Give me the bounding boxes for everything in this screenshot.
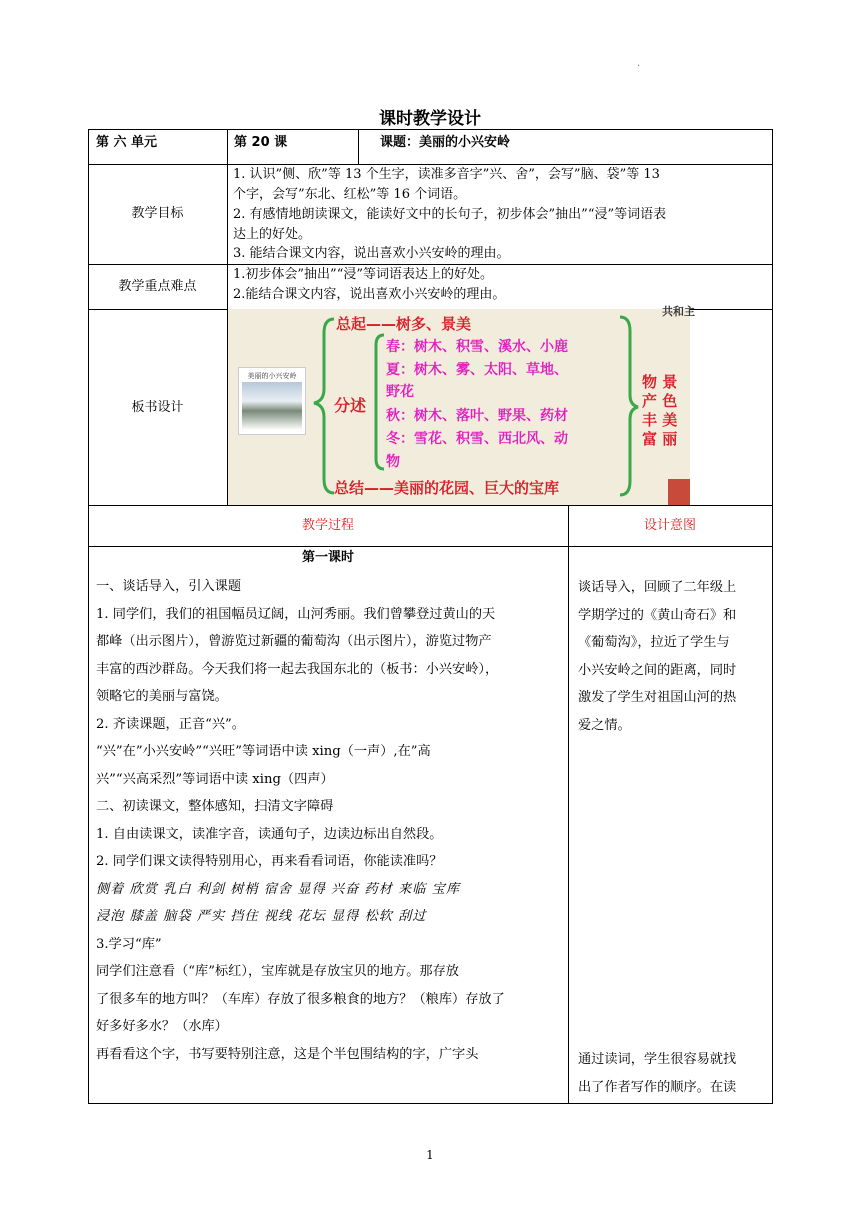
process-line: 再看看这个字，书写要特别注意，这是个半包围结构的字，广字头 (96, 1046, 479, 1062)
intent-block-1 (578, 574, 736, 739)
document-title: 课时教学设计 (379, 109, 481, 129)
key-points-label: 教学重点难点 (118, 279, 197, 294)
process-line: 了很多车的地方叫？（车库）存放了很多粮食的地方？（粮库）存放了 (96, 991, 505, 1007)
vocab-line: 浸泡 膝盖 脑袋 严实 挡住 视线 花坛 显得 松软 刮过 (96, 909, 427, 924)
board-side-3: 丰 美 (642, 411, 678, 429)
intent-line: 《葡萄沟》，拉近了学生与 (578, 635, 730, 650)
board-intro: 总起——树多、景美 (336, 315, 472, 333)
process-line: 1. 同学们，我们的祖国幅员辽阔，山河秀丽。我们曾攀登过黄山的天 (96, 606, 496, 622)
goal-line: 2. 有感情地朗读课文，能读好文中的长句子，初步体会”抽出”“浸”等词语表 (233, 207, 667, 222)
board-summer: 夏：树木、雾、太阳、草地、 (386, 362, 568, 378)
thumbnail-caption: 美丽的小兴安岭 (247, 372, 297, 380)
board-winter: 冬：雪花、积雪、西北风、动 (386, 431, 568, 447)
header-mark: . (637, 58, 641, 69)
intent-line: 学期学过的《黄山奇石》和 (578, 607, 737, 623)
board-corner-text: 共和主 (662, 305, 695, 318)
board-label: 板书设计 (131, 400, 184, 415)
process-line: 好多好多水？（水库） (96, 1019, 228, 1034)
board-summer-cont: 野花 (386, 384, 414, 400)
intent-line: 激发了学生对祖国山河的热 (578, 690, 737, 705)
process-line: 3.学习“库” (96, 936, 162, 952)
goal-line: 3. 能结合课文内容，说出喜欢小兴安岭的理由。 (233, 246, 510, 261)
board-design-image (228, 305, 695, 505)
board-spring: 春：树木、积雪、溪水、小鹿 (386, 339, 568, 355)
process-line: 丰富的西沙群岛。今天我们将一起去我国东北的（板书：小兴安岭）， (96, 661, 499, 677)
process-content (96, 573, 505, 1068)
lesson-number: 第 20 课 (234, 135, 288, 150)
lesson-topic: 课题：美丽的小兴安岭 (380, 135, 511, 150)
intent-line: 小兴安岭之间的距离，同时 (578, 662, 737, 678)
board-conclusion: 总结——美丽的花园、巨大的宝库 (334, 479, 560, 497)
intent-line: 通过读词，学生很容易就找 (578, 1052, 737, 1067)
page-number: 1 (426, 1148, 434, 1162)
process-line: 1. 自由读课文，读准字音，读通句子，边读边标出自然段。 (96, 826, 443, 842)
intent-line: 谈话导入，回顾了二年级上 (578, 580, 737, 595)
intent-line: 出了作者写作的顺序。在读 (578, 1079, 737, 1095)
process-line: 同学们注意看（“库”标红），宝库就是存放宝贝的地方。那存放 (96, 964, 459, 979)
intent-block-2 (578, 1046, 736, 1101)
process-line: 领略它的美丽与富饶。 (96, 689, 228, 704)
goal-line: 达上的好处。 (233, 227, 312, 242)
board-autumn: 秋：树木、落叶、野果、药材 (386, 408, 568, 424)
process-line: “兴”在”小兴安岭”“兴旺”等词语中读 xing（一声）,在”高 (96, 744, 431, 759)
vocab-line: 侧着 欣赏 乳白 利剑 树梢 宿舍 显得 兴奋 药材 来临 宝库 (96, 881, 461, 897)
process-line: 一、谈话导入，引入课题 (96, 579, 242, 594)
board-side-4: 富 丽 (642, 430, 678, 448)
goal-line: 个字，会写”东北、红松”等 16 个词语。 (233, 187, 467, 202)
key-point-line: 1.初步体会”抽出”“浸”等词语表达上的好处。 (233, 267, 493, 282)
board-middle: 分述 (334, 396, 367, 415)
process-line: 2. 齐读课题，正音“兴”。 (96, 716, 245, 732)
goal-line: 1. 认识”侧、欣”等 13 个生字，读准多音字”兴、舍”，会写”脑、袋”等 13 (233, 167, 660, 182)
process-line: 都峰（出示图片），曾游览过新疆的葡萄沟（出示图片），游览过物产 (96, 634, 492, 649)
board-winter-cont: 物 (386, 454, 400, 470)
session-title: 第一课时 (301, 550, 354, 565)
key-point-line: 2.能结合课文内容，说出喜欢小兴安岭的理由。 (233, 287, 506, 302)
intent-header: 设计意图 (643, 518, 696, 533)
board-side-2: 产 色 (642, 392, 678, 410)
process-header: 教学过程 (301, 518, 354, 533)
intent-line: 爱之情。 (578, 717, 631, 733)
goals-label: 教学目标 (131, 206, 184, 221)
process-line: 2. 同学们课文读得特别用心，再来看看词语，你能读准吗？ (96, 854, 443, 869)
process-line: 二、初读课文，整体感知，扫清文字障碍 (96, 799, 334, 814)
process-line: 兴”“兴高采烈”等词语中读 xing（四声） (96, 771, 334, 787)
board-side-1: 物 景 (642, 373, 678, 391)
unit-label: 第 六 单元 (96, 135, 158, 150)
